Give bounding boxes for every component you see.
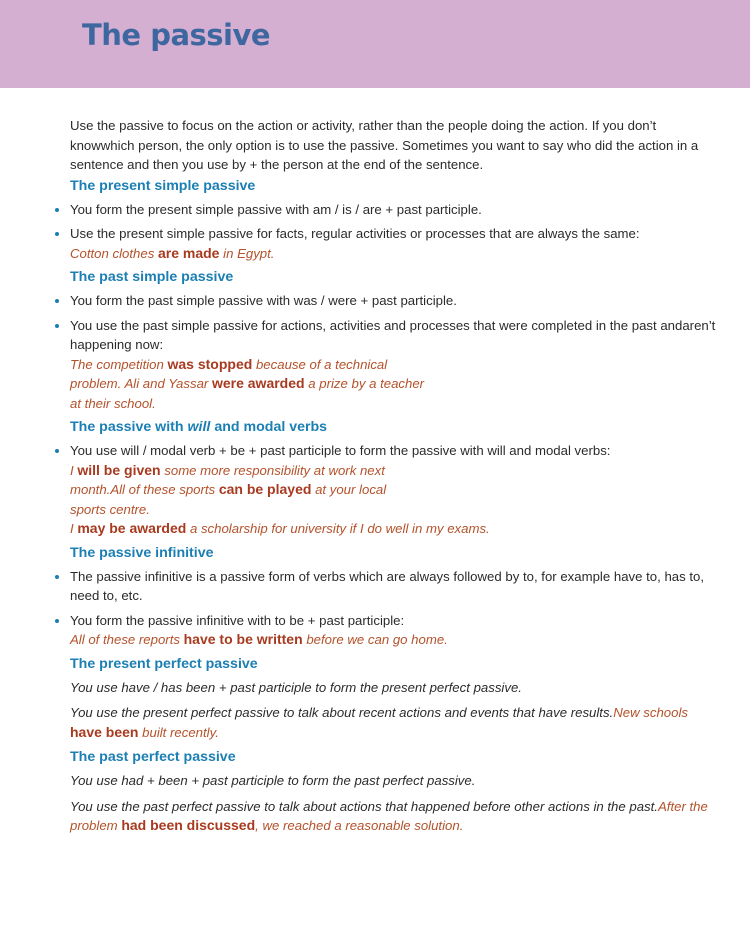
will-modal-list (70, 441, 720, 539)
example: Cotton clothes are made in Egypt. (70, 244, 275, 261)
list-item: You use will / modal verb + be + past participle to form the passive with will and modal verbs: I will be given some more responsibility at work next month.All of these sports can be played at your local sports centre. I may be awarded a scholarship for university if I do well in my exams. (70, 441, 720, 539)
intro-paragraph: Use the passive to focus on the action or activity, rather than the people doing the action. If you don’t knowwhich person, the only option is to use the passive. Sometimes you want to say who did the action in a sentence and then you use by + the person at the end of the sentence. (70, 118, 699, 172)
heading-present-perfect-passive: The present perfect passive (70, 655, 258, 672)
present-simple-list (70, 200, 720, 264)
paragraph: You use had + been + past participle to form the past perfect passive. (70, 773, 476, 788)
page-title: The passive (82, 18, 271, 52)
list-item: The passive infinitive is a passive form of verbs which are always followed by to, for example have to, has to, need to, etc. (70, 567, 720, 606)
example: I will be given some more responsibility at work next month.All of these sports can be played at your local sports centre. I may be awarded a scholarship for university if I do well in my exams. (70, 461, 490, 536)
list-item: You form the present simple passive with am / is / are + past participle. (70, 200, 720, 220)
list-item: You form the passive infinitive with to be + past participle: All of these reports have to be written before we can go home. (70, 611, 720, 650)
heading-passive-will-modal: The passive with will and modal verbs (70, 419, 328, 435)
passive-infinitive-list (70, 567, 720, 650)
heading-past-perfect-passive: The past perfect passive (70, 749, 236, 765)
title-banner (0, 0, 750, 88)
list-item: You use the past simple passive for actions, activities and processes that were completed in the past andaren’t happening now: The competition was stopped because of a technical problem. Ali and Yassar were awarded a prize by a teacher at their school. (70, 316, 720, 414)
paragraph: You use the past perfect passive to talk about actions that happened before other actions in the past.After the problem had been discussed, we reached a reasonable solution. (70, 798, 708, 833)
heading-passive-infinitive: The passive infinitive (70, 544, 214, 561)
list-item: Use the present simple passive for facts, regular activities or processes that are always the same: Cotton clothes are made in Egypt. (70, 224, 720, 263)
paragraph: You use have / has been + past participle to form the present perfect passive. (70, 679, 522, 695)
example: All of these reports have to be written before we can go home. (70, 631, 448, 647)
list-item: You form the past simple passive with was / were + past participle. (70, 291, 720, 311)
past-simple-list (70, 291, 720, 413)
heading-present-simple-passive: The present simple passive (70, 177, 256, 194)
example: The competition was stopped because of a technical problem. Ali and Yassar were awarded a prize by a teacher at their school. (70, 355, 425, 411)
content (70, 116, 720, 842)
paragraph: You use the present perfect passive to talk about recent actions and events that have results.New schools have been built recently. (70, 705, 688, 740)
heading-past-simple-passive: The past simple passive (70, 269, 234, 285)
